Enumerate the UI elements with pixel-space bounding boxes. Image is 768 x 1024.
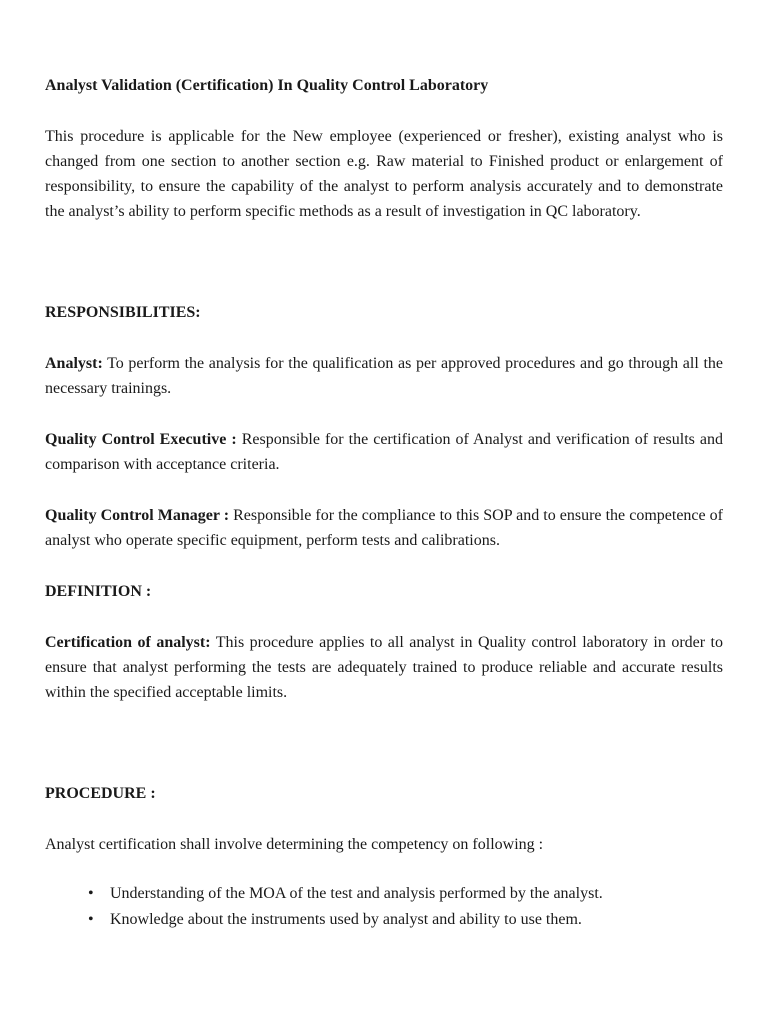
responsibilities-heading: RESPONSIBILITIES: <box>45 304 201 321</box>
document-title: Analyst Validation (Certification) In Quality Control Laboratory <box>45 77 489 94</box>
responsibility-qc-manager <box>45 503 723 553</box>
bullet-icon: • <box>88 911 94 928</box>
list-item <box>88 907 723 933</box>
procedure-heading: PROCEDURE : <box>45 785 156 802</box>
list-item-text: Knowledge about the instruments used by analyst and ability to use them. <box>110 911 582 928</box>
responsibility-qc-executive <box>45 427 723 477</box>
responsibility-text: Responsible for the compliance to this SOP and to ensure the competence of analyst who operate specific equipment, perform tests and calibrations. <box>45 507 724 549</box>
procedure-lead: Analyst certification shall involve determining the competency on following : <box>45 836 544 853</box>
responsibility-term: Quality Control Executive : <box>45 431 237 448</box>
list-item <box>88 881 723 907</box>
responsibility-term: Analyst: <box>45 355 103 372</box>
intro-paragraph: This procedure is applicable for the New employee (experienced or fresher), existing analyst who is changed from one section to another section e.g. Raw material to Finished product or enlargement of responsibility, to ensure the capability of the analyst to perform analysis accurately and to demonstrate the analyst’s ability to perform specific methods as a result of investigation in QC laboratory. <box>45 128 723 220</box>
definition-paragraph <box>45 630 723 705</box>
responsibility-term: Quality Control Manager : <box>45 507 230 524</box>
responsibility-analyst <box>45 351 723 401</box>
definition-term: Certification of analyst: <box>45 634 211 651</box>
definition-heading: DEFINITION : <box>45 583 152 600</box>
list-item-text: Understanding of the MOA of the test and analysis performed by the analyst. <box>110 885 603 902</box>
bullet-icon: • <box>88 885 94 902</box>
responsibility-text: Responsible for the certification of Analyst and verification of results and comparison with acceptance criteria. <box>45 431 723 473</box>
responsibility-text: To perform the analysis for the qualification as per approved procedures and go through all the necessary trainings. <box>45 355 723 397</box>
definition-text: This procedure applies to all analyst in Quality control laboratory in order to ensure that analyst performing the tests are adequately trained to produce reliable and accurate results within the specified acceptable limits. <box>45 634 723 701</box>
procedure-bullet-list <box>45 881 723 933</box>
